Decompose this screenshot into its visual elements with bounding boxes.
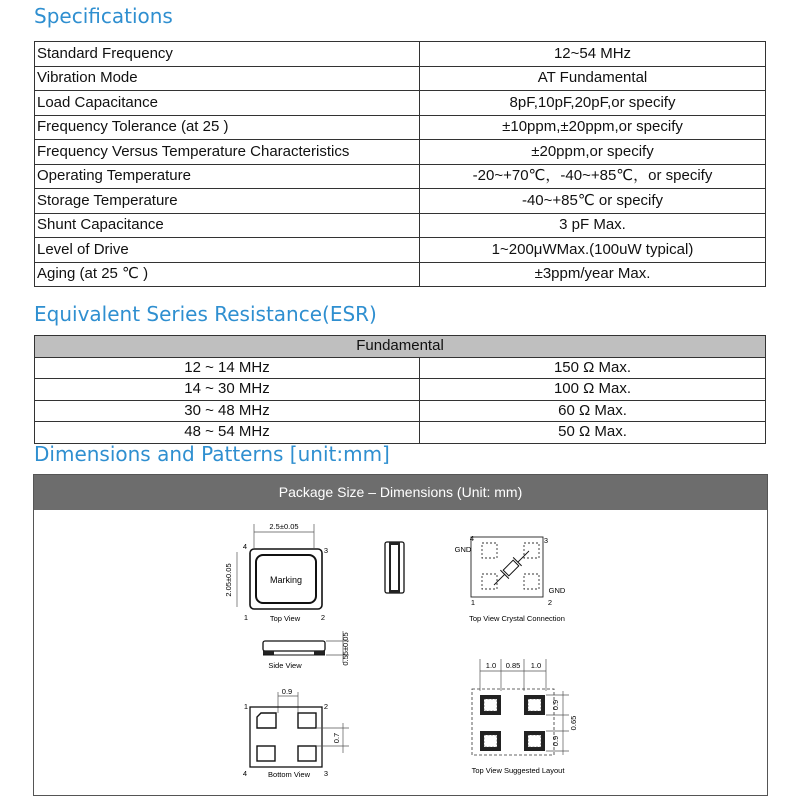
spec-label: Operating Temperature: [35, 164, 420, 189]
spec-value: -20~+70℃，-40~+85℃，or specify: [420, 164, 766, 189]
pin-label: 4: [242, 769, 248, 778]
pin-label: 2: [320, 613, 326, 622]
pin-label: 1: [243, 613, 249, 622]
spec-label: Frequency Versus Temperature Characteristics: [35, 140, 420, 165]
esr-value: 150 Ω Max.: [420, 357, 766, 379]
spec-value: 1~200μWMax.(100uW typical): [420, 238, 766, 263]
pin-label: 1: [243, 702, 249, 711]
spec-label: Standard Frequency: [35, 42, 420, 67]
spec-value: AT Fundamental: [420, 66, 766, 91]
pin-label: 3: [323, 769, 329, 778]
layout-caption: Top View Suggested Layout: [471, 766, 565, 775]
spec-value: 12~54 MHz: [420, 42, 766, 67]
suggested-layout-drawing: [472, 659, 578, 775]
esr-value: 50 Ω Max.: [420, 422, 766, 444]
esr-title: Equivalent Series Resistance(ESR): [34, 302, 377, 326]
table-row: [35, 42, 766, 67]
dimensions-title: Dimensions and Patterns [unit:mm]: [34, 442, 390, 466]
profile-view-drawing: [385, 542, 404, 593]
spec-label: Storage Temperature: [35, 189, 420, 214]
pin-label: 4: [242, 542, 248, 551]
spec-value: ±20ppm,or specify: [420, 140, 766, 165]
top-height-dim: 2.05±0.05: [224, 563, 233, 597]
spec-label: Level of Drive: [35, 238, 420, 263]
table-row: [35, 357, 766, 379]
table-row: [35, 379, 766, 401]
spec-label: Load Capacitance: [35, 91, 420, 116]
spec-value: 3 pF Max.: [420, 213, 766, 238]
layout-dim-right: 0.9: [551, 735, 560, 747]
esr-header: Fundamental: [35, 336, 766, 358]
pin-label: 1: [470, 598, 476, 607]
layout-dim-top: 1.0: [485, 661, 497, 670]
spec-label: Aging (at 25 ℃ ): [35, 262, 420, 287]
bottom-view-drawing: [243, 687, 349, 779]
spec-value: ±10ppm,±20ppm,or specify: [420, 115, 766, 140]
dimensions-header: Package Size – Dimensions (Unit: mm): [34, 475, 767, 510]
table-row: [35, 164, 766, 189]
table-row: [35, 91, 766, 116]
gnd-label: GND: [548, 586, 566, 595]
table-row: [35, 115, 766, 140]
side-view-caption: Side View: [268, 661, 302, 670]
spec-label: Frequency Tolerance (at 25 ): [35, 115, 420, 140]
crystal-connection-drawing: [455, 534, 566, 623]
top-view-drawing: [224, 522, 328, 623]
layout-dim-right: 0.9: [551, 699, 560, 711]
layout-dim-top: 1.0: [530, 661, 542, 670]
side-view-drawing: [263, 631, 350, 670]
table-row: [35, 140, 766, 165]
top-width-dim: 2.5±0.05: [269, 522, 299, 531]
table-row: [35, 189, 766, 214]
spec-value: 8pF,10pF,20pF,or specify: [420, 91, 766, 116]
esr-table: [34, 335, 766, 444]
gnd-label: GND: [454, 545, 472, 554]
pin-label: 2: [547, 598, 553, 607]
marking-label: Marking: [269, 575, 303, 585]
pin-label: 2: [323, 702, 329, 711]
table-row: [35, 213, 766, 238]
spec-value: -40~+85℃ or specify: [420, 189, 766, 214]
dimensions-panel: [33, 474, 768, 796]
esr-value: 100 Ω Max.: [420, 379, 766, 401]
esr-range: 30 ~ 48 MHz: [35, 400, 420, 422]
table-row: [35, 262, 766, 287]
layout-dim-right-total: 0.65: [569, 715, 578, 731]
table-row: [35, 238, 766, 263]
esr-range: 48 ~ 54 MHz: [35, 422, 420, 444]
spec-value: ±3ppm/year Max.: [420, 262, 766, 287]
top-view-caption: Top View: [269, 614, 301, 623]
pin-label: 3: [323, 546, 329, 555]
spec-label: Shunt Capacitance: [35, 213, 420, 238]
specifications-title: Specifications: [34, 4, 173, 28]
specifications-table: [34, 41, 766, 287]
crystal-caption: Top View Crystal Connection: [469, 614, 565, 623]
esr-value: 60 Ω Max.: [420, 400, 766, 422]
table-row: [35, 422, 766, 444]
spec-label: Vibration Mode: [35, 66, 420, 91]
table-row: [35, 400, 766, 422]
side-height-dim: 0.55±0.05: [341, 632, 350, 666]
bottom-view-caption: Bottom View: [268, 770, 310, 779]
dimensions-drawing: [34, 510, 767, 795]
pin-label: 3: [543, 536, 549, 545]
pin-label: 4: [469, 534, 475, 543]
layout-dim-top: 0.85: [505, 661, 521, 670]
table-header-row: [35, 336, 766, 358]
esr-range: 14 ~ 30 MHz: [35, 379, 420, 401]
bottom-dim-top: 0.9: [281, 687, 293, 696]
bottom-dim-right: 0.7: [332, 732, 341, 744]
table-row: [35, 66, 766, 91]
esr-range: 12 ~ 14 MHz: [35, 357, 420, 379]
